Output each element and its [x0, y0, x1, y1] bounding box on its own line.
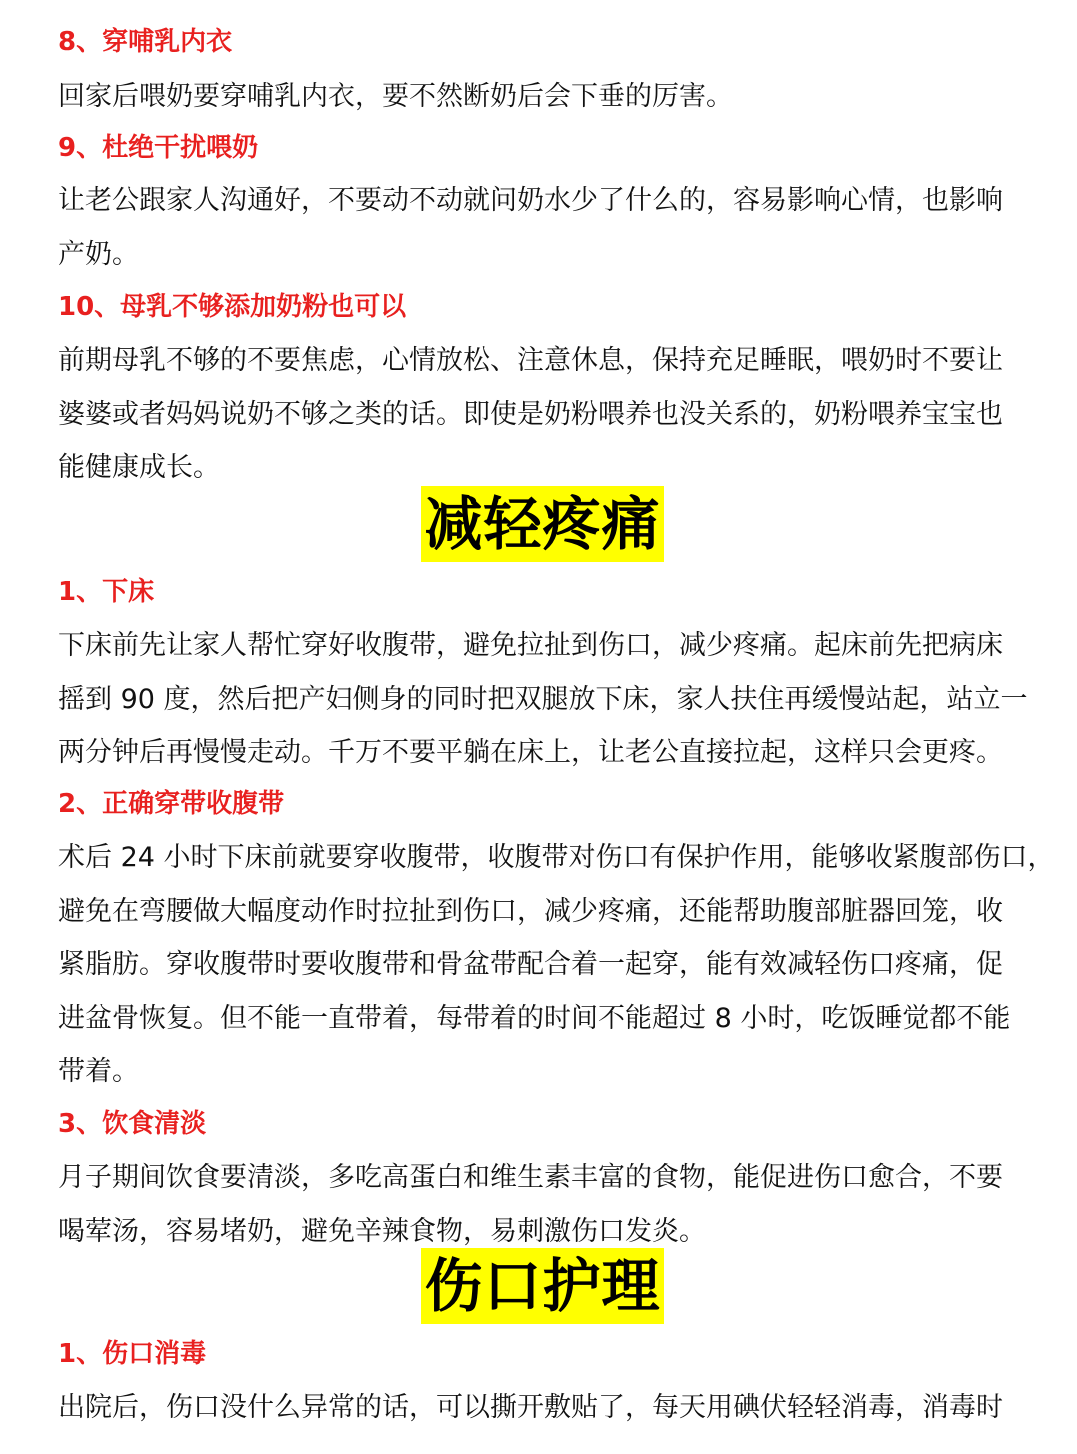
- item-paragraph-abdominal-binder: [58, 831, 1055, 1099]
- paragraph-line: 进盆骨恢复。但不能一直带着，每带着的时间不能超过 8 小时，吃饭睡觉都不能: [58, 1002, 1011, 1034]
- section-title-wound-care: 伤口护理: [421, 1248, 664, 1324]
- item-paragraph-wound-disinfection: [58, 1381, 1033, 1435]
- paragraph-line: 产奶。: [58, 238, 139, 270]
- item-heading-light-diet: 3、饮食清淡: [58, 1109, 207, 1139]
- item-paragraph-getting-up: [58, 619, 1033, 780]
- paragraph-line: 月子期间饮食要清淡，多吃高蛋白和维生素丰富的食物，能促进伤口愈合，不要: [58, 1162, 1003, 1193]
- paragraph-line: 出院后，伤口没什么异常的话，可以撕开敷贴了，每天用碘伏轻轻消毒，消毒时: [58, 1392, 1003, 1423]
- paragraph-line: 带着。: [58, 1056, 139, 1087]
- paragraph-line: 前期母乳不够的不要焦虑，心情放松、注意休息，保持充足睡眠，喂奶时不要让: [58, 345, 1003, 376]
- paragraph-line: 婆婆或者妈妈说奶不够之类的话。即使是奶粉喂养也没关系的，奶粉喂养宝宝也: [58, 398, 1003, 430]
- paragraph-line: 术后 24 小时下床前就要穿收腹带，收腹带对伤口有保护作用，能够收紧腹部伤口，: [58, 842, 1055, 873]
- item-heading-no-interference: 9、杜绝干扰喂奶: [58, 133, 259, 163]
- paragraph-line: 下床前先让家人帮忙穿好收腹带，避免拉扯到伤口，减少疼痛。起床前先把病床: [58, 630, 1003, 661]
- item-heading-wound-disinfection: 1、伤口消毒: [58, 1339, 207, 1369]
- paragraph-line: 避免在弯腰做大幅度动作时拉扯到伤口，减少疼痛，还能帮助腹部脏器回笼，收: [58, 895, 1003, 927]
- paragraph-line: 喝荤汤，容易堵奶，避免辛辣食物，易刺激伤口发炎。: [58, 1215, 706, 1247]
- item-paragraph-no-interference: [58, 174, 1033, 281]
- item-heading-getting-up: 1、下床: [58, 577, 155, 607]
- paragraph-line: 两分钟后再慢慢走动。千万不要平躺在床上，让老公直接拉起，这样只会更疼。: [58, 737, 1003, 768]
- item-heading-formula-ok: 10、母乳不够添加奶粉也可以: [58, 292, 407, 322]
- item-paragraph-nursing-bra: [58, 70, 1033, 124]
- paragraph-line: 让老公跟家人沟通好，不要动不动就问奶水少了什么的，容易影响心情，也影响: [58, 185, 1003, 216]
- paragraph-line: 回家后喂奶要穿哺乳内衣，要不然断奶后会下垂的厉害。: [58, 81, 733, 112]
- item-paragraph-light-diet: [58, 1151, 1033, 1258]
- paragraph-line: 能健康成长。: [58, 452, 220, 483]
- item-paragraph-formula-ok: [58, 334, 1033, 495]
- paragraph-line: 摇到 90 度，然后把产妇侧身的同时把双腿放下床，家人扶住再缓慢站起，站立一: [58, 683, 1028, 715]
- item-heading-nursing-bra: 8、穿哺乳内衣: [58, 27, 233, 57]
- section-title-pain-relief: 减轻疼痛: [421, 486, 664, 562]
- item-heading-abdominal-binder: 2、正确穿带收腹带: [58, 789, 285, 819]
- paragraph-line: 紧脂肪。穿收腹带时要收腹带和骨盆带配合着一起穿，能有效减轻伤口疼痛，促: [58, 949, 1003, 980]
